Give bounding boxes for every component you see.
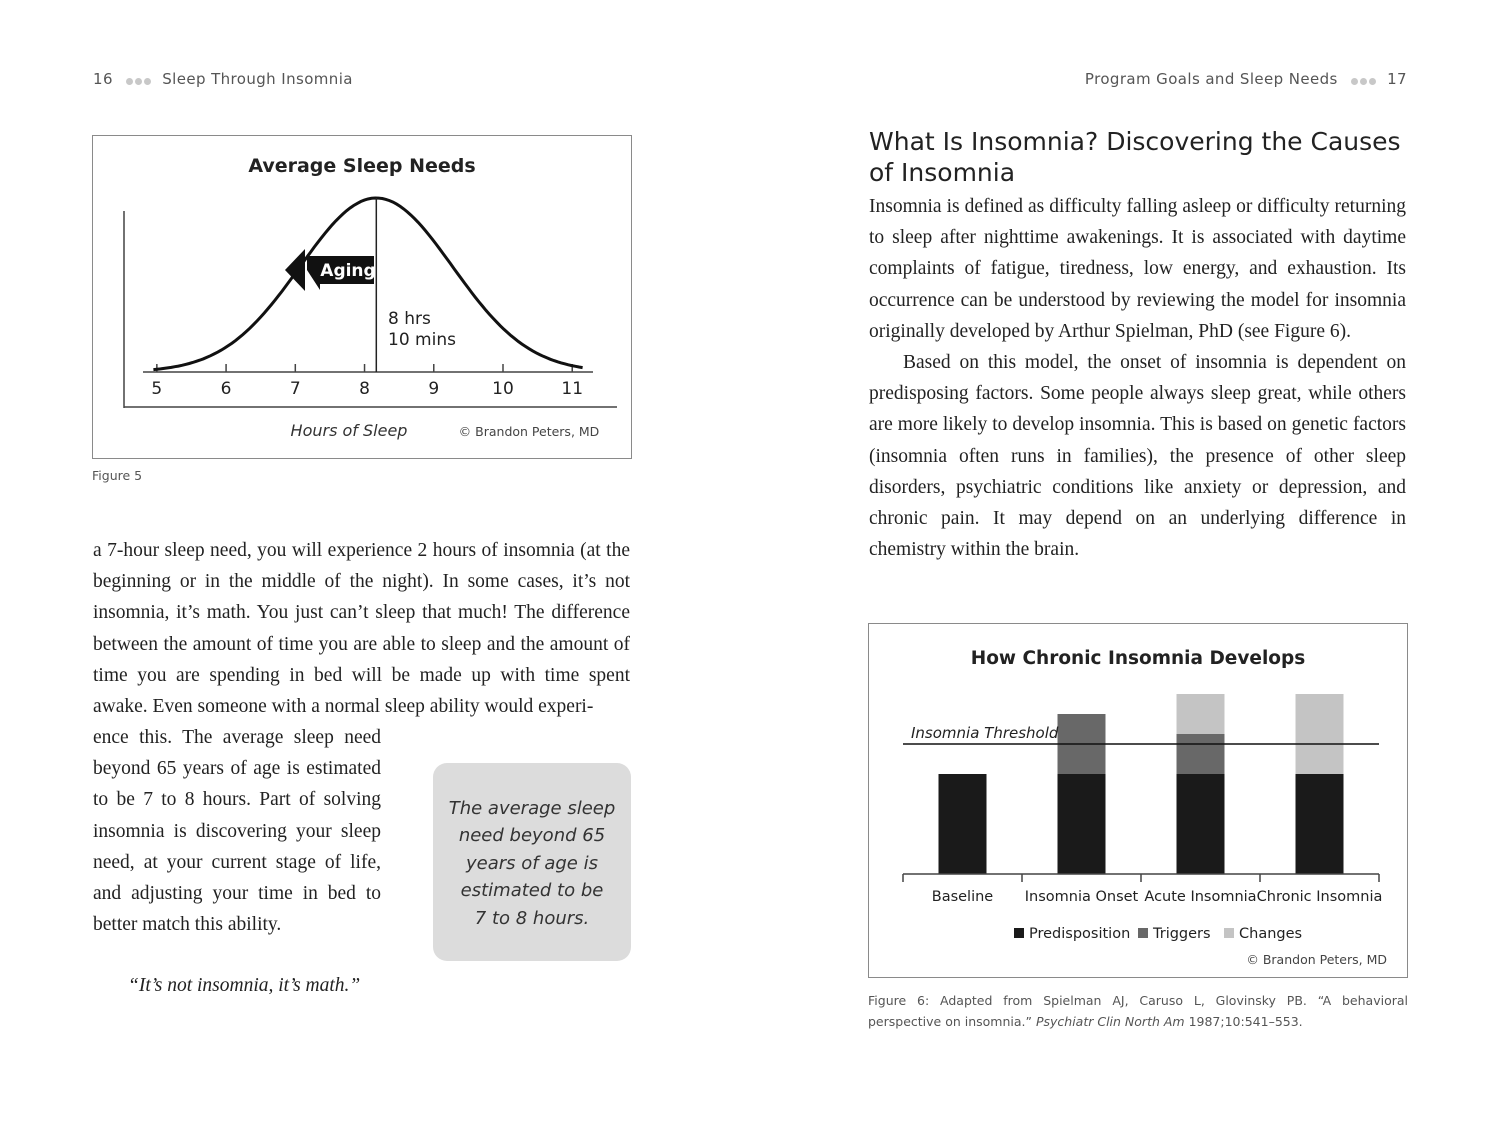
figure6-box <box>868 623 1408 978</box>
legend-label: Triggers <box>1153 926 1211 942</box>
pull-quote-line: The average sleep <box>448 798 616 819</box>
legend-label: Predisposition <box>1029 926 1131 942</box>
aging-arrow-icon <box>285 249 376 291</box>
right-body-text <box>869 191 1406 565</box>
x-tick-label: 7 <box>289 379 301 399</box>
mean-label-mins: 10 mins <box>388 330 456 350</box>
legend-label: Changes <box>1239 926 1303 942</box>
quote-text: “It’s not insomnia, it’s math.” <box>128 975 361 996</box>
bar-changes <box>1177 694 1225 734</box>
heading-line: of Insomnia <box>869 158 1016 187</box>
figure5-caption: Figure 5 <box>92 468 143 483</box>
left-page-number: 16 <box>93 70 113 88</box>
narrow-line: insomnia is discovering your sleep <box>93 820 381 842</box>
caption-text: Figure 6: Adapted from Spielman AJ, Caruso L, Glovinsky PB. “A behavioral perspective on insomnia.” <box>868 993 1408 1029</box>
category-label: Insomnia Onset <box>1024 889 1139 905</box>
bar-predisposition <box>1177 774 1225 874</box>
sleep-needs-chart <box>93 136 631 458</box>
left-body-text <box>93 535 630 722</box>
caption-journal: Psychiatr Clin North Am <box>1035 1014 1185 1029</box>
narrow-line: need, at your current stage of life, <box>93 851 381 873</box>
legend-swatch <box>1014 928 1024 938</box>
narrow-line: ence this. The average sleep need <box>93 727 381 748</box>
x-tick-label: 11 <box>561 379 584 399</box>
mean-label-hours: 8 hrs <box>388 309 431 329</box>
x-tick-label: 6 <box>220 379 232 399</box>
category-label: Chronic Insomnia <box>1256 889 1383 905</box>
section-heading <box>869 126 1409 188</box>
pull-quote-box <box>433 763 631 961</box>
bar-predisposition <box>939 774 987 874</box>
left-paragraph: a 7-hour sleep need, you will experience 2 hours of insomnia (at the beginning or in the middle of the night). In some cases, it’s not insomnia, it’s math. You just can’t sleep that much! The difference between the amount of time you are able to sleep and the amount of time you are spending in bed will be made up with time spent awake. Even someone with a normal sleep ability would experi- <box>93 540 630 718</box>
x-tick-label: 9 <box>428 379 440 399</box>
chevron-dots-icon <box>124 71 151 89</box>
right-running-title: Program Goals and Sleep Needs <box>1084 70 1338 88</box>
figure6-caption <box>868 990 1408 1032</box>
pull-quote-line: need beyond 65 <box>458 825 606 847</box>
bar-changes <box>1296 694 1344 774</box>
pull-quote-line: 7 to 8 hours. <box>474 907 590 929</box>
heading-line: What Is Insomnia? Discovering the Causes <box>869 127 1401 156</box>
narrow-line: to be 7 to 8 hours. Part of solving <box>93 789 381 811</box>
category-label: Baseline <box>931 889 994 905</box>
narrow-line: beyond 65 years of age is estimated <box>93 758 381 780</box>
chevron-dots-icon <box>1349 71 1376 89</box>
chart-title: How Chronic Insomnia Develops <box>970 648 1306 669</box>
aging-label: Aging <box>320 261 376 281</box>
x-tick-label: 8 <box>359 379 370 399</box>
legend-swatch <box>1224 928 1234 938</box>
legend-swatch <box>1138 928 1148 938</box>
caption-text: 1987;10:541–553. <box>1184 1014 1303 1029</box>
figure5-box <box>92 135 632 459</box>
bar-predisposition <box>1296 774 1344 874</box>
left-body-narrow <box>93 722 381 940</box>
category-label: Acute Insomnia <box>1144 889 1257 905</box>
narrow-line: better match this ability. <box>93 914 282 936</box>
chart-credit: © Brandon Peters, MD <box>458 424 600 439</box>
bar-triggers <box>1177 734 1225 774</box>
paragraph-2: Based on this model, the onset of insomnia is dependent on predisposing factors. Some people always sleep great, while others are more likely to develop insomnia. This is based on genetic factors (insomnia often runs in families), the presence of other sleep disorders, psychiatric conditions like anxiety or depression, and chronic pain. It may depend on an underlying difference in chemistry within the brain. <box>869 352 1406 561</box>
x-tick-label: 5 <box>151 379 163 399</box>
chart-title: Average Sleep Needs <box>248 155 476 177</box>
bar-predisposition <box>1058 774 1106 874</box>
right-running-head <box>1085 70 1407 89</box>
threshold-label: Insomnia Threshold <box>911 724 1059 742</box>
x-axis-label: Hours of Sleep <box>290 421 408 440</box>
pull-quote-line: estimated to be <box>460 880 604 902</box>
paragraph-1: Insomnia is defined as difficulty falling asleep or difficulty returning to sleep after nighttime awakenings. It is associated with daytime complaints of fatigue, tiredness, low energy, and exhaustion. Its occurrence can be understood by reviewing the model for insomnia originally developed by Arthur Spielman, PhD (see Figure 6). <box>869 196 1406 342</box>
narrow-line: and adjusting your time in bed to <box>93 883 381 905</box>
x-tick-label: 10 <box>492 379 514 399</box>
right-page-number: 17 <box>1387 70 1407 88</box>
left-running-title: Sleep Through Insomnia <box>162 70 353 88</box>
left-running-head <box>93 70 353 89</box>
insomnia-bar-chart <box>869 624 1407 977</box>
chart-credit: © Brandon Peters, MD <box>1246 952 1387 967</box>
pull-quote-line: years of age is <box>466 852 598 874</box>
